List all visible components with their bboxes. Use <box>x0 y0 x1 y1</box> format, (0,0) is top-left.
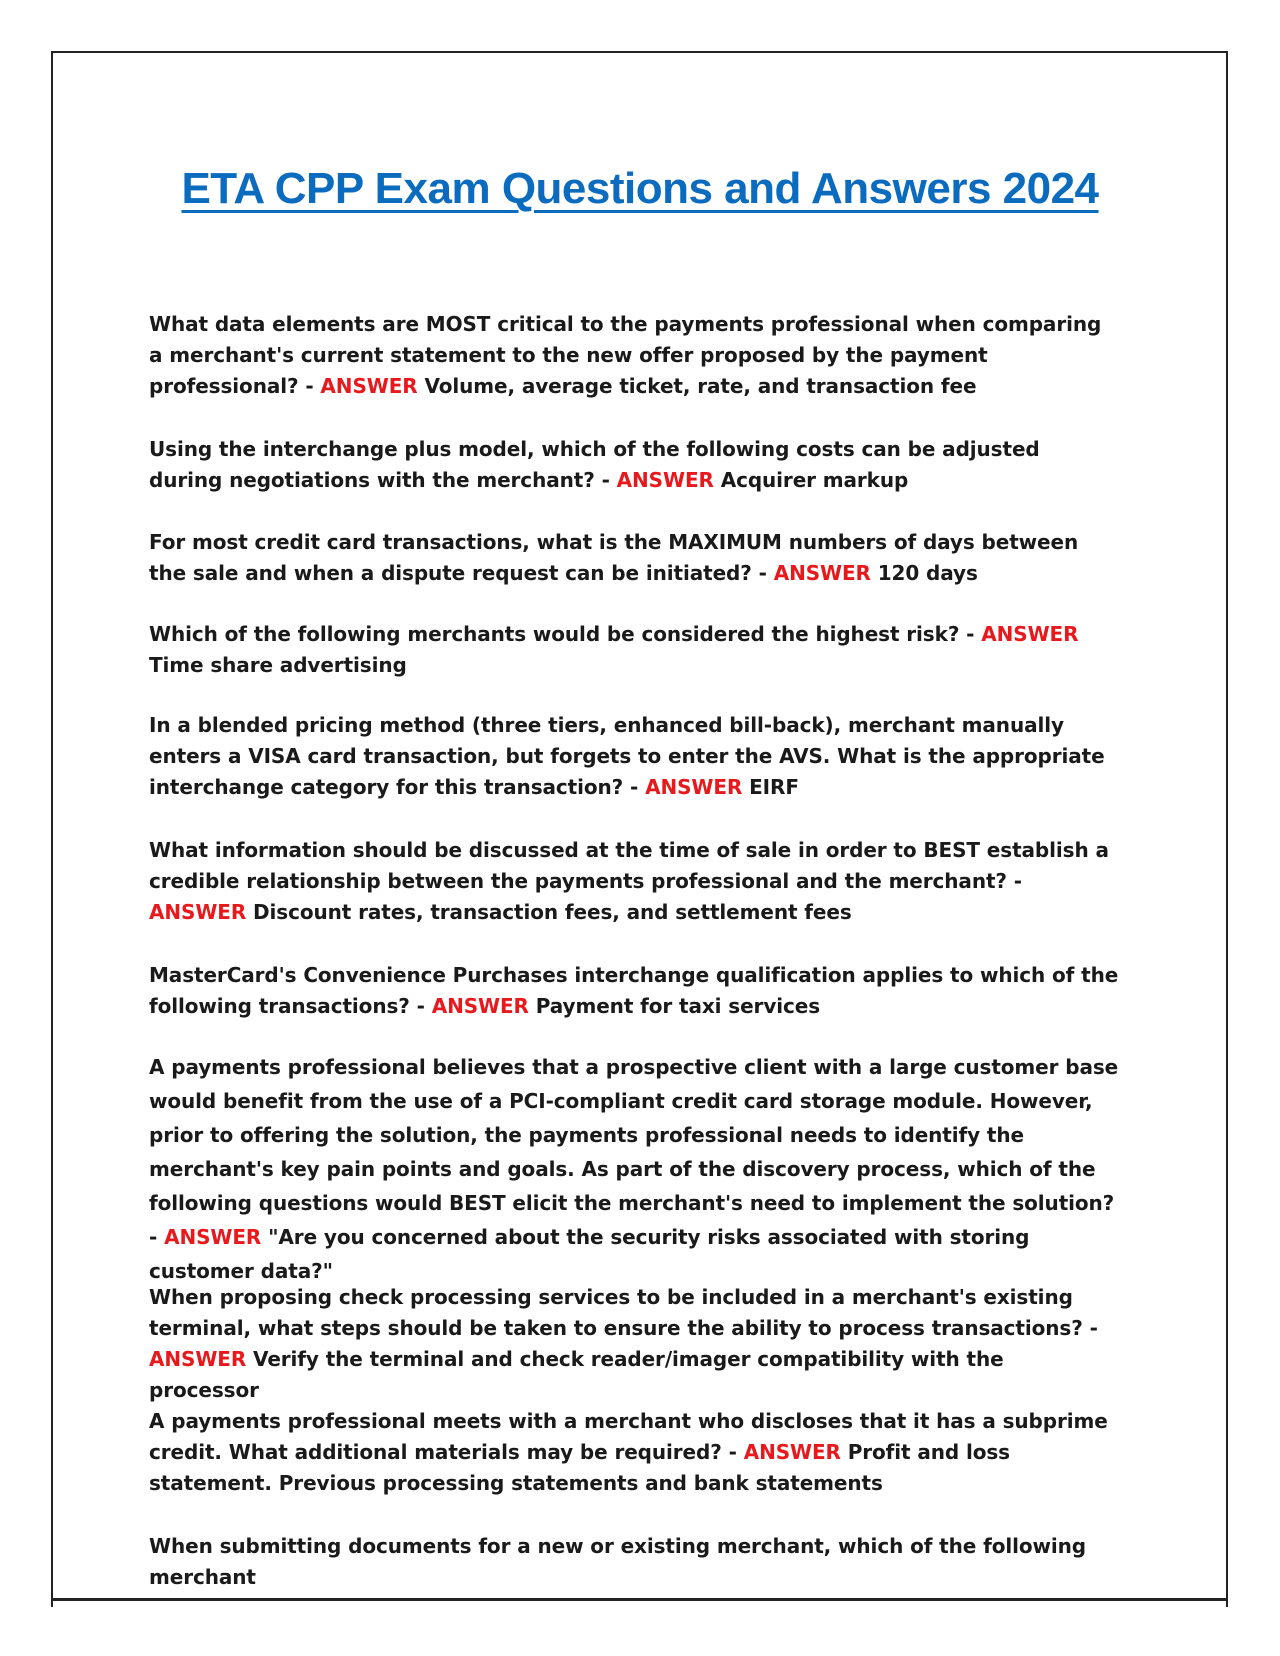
answer-label: ANSWER <box>773 561 871 585</box>
page-border-tick-right <box>1226 1601 1228 1607</box>
qa-item-2 <box>149 434 1119 496</box>
answer-text: EIRF <box>749 775 799 799</box>
page-border-tick-left <box>51 1601 53 1607</box>
qa-item-1 <box>149 309 1119 402</box>
answer-text: Acquirer markup <box>720 468 909 492</box>
answer-label: ANSWER <box>645 775 743 799</box>
question-text: For most credit card transactions, what is the MAXIMUM numbers of days between the sale and when a dispute request can be initiated? - <box>149 530 1079 585</box>
answer-label: ANSWER <box>981 622 1079 646</box>
question-text: When submitting documents for a new or existing merchant, which of the following merchant <box>149 1534 1086 1589</box>
question-text: What information should be discussed at the time of sale in order to BEST establish a credible relationship between the payments professional and the merchant? - <box>149 838 1109 893</box>
answer-text: Discount rates, transaction fees, and settlement fees <box>253 900 852 924</box>
question-text: Using the interchange plus model, which of the following costs can be adjusted during negotiations with the merchant? - <box>149 437 1040 492</box>
qa-item-8 <box>149 1050 1119 1288</box>
answer-label: ANSWER <box>320 374 418 398</box>
question-text: In a blended pricing method (three tiers, enhanced bill-back), merchant manually enters a VISA card transaction, but forgets to enter the AVS. What is the appropriate interchange category for this transaction? - <box>149 713 1105 799</box>
answer-text: Payment for taxi services <box>535 994 821 1018</box>
question-text: What data elements are MOST critical to the payments professional when comparing a merchant's current statement to the new offer proposed by the payment professional? - <box>149 312 1102 398</box>
answer-text: Verify the terminal and check reader/imager compatibility with the processor <box>149 1347 1004 1402</box>
answer-label: ANSWER <box>616 468 714 492</box>
answer-label: ANSWER <box>743 1440 841 1464</box>
document-title: ETA CPP Exam Questions and Answers 2024 <box>181 164 1099 213</box>
question-text: When proposing check processing services to be included in a merchant's existing terminal, what steps should be taken to ensure the ability to process transactions? - <box>149 1285 1098 1340</box>
answer-text: Volume, average ticket, rate, and transaction fee <box>424 374 977 398</box>
answer-label: ANSWER <box>164 1225 262 1249</box>
answer-text: "Are you concerned about the security risks associated with storing customer data?" <box>149 1225 1030 1283</box>
qa-item-3 <box>149 527 1119 589</box>
answer-label: ANSWER <box>149 900 247 924</box>
qa-item-4 <box>149 619 1119 681</box>
question-text: A payments professional believes that a prospective client with a large customer base would benefit from the use of a PCI-compliant credit card storage module. However, prior to offering the solution, the payments professional needs to identify the merchant's key pain points and goals. As part of the discovery process, which of the following questions would BEST elicit the merchant's need to implement the solution? - <box>149 1055 1119 1249</box>
answer-label: ANSWER <box>149 1347 247 1371</box>
answer-label: ANSWER <box>431 994 529 1018</box>
question-text: A payments professional meets with a merchant who discloses that it has a subprime credit. What additional materials may be required? - <box>149 1409 1108 1464</box>
qa-item-6 <box>149 835 1119 928</box>
answer-text: Time share advertising <box>149 653 407 677</box>
qa-item-9 <box>149 1282 1119 1406</box>
answer-text: 120 days <box>877 561 978 585</box>
question-text: Which of the following merchants would be considered the highest risk? - <box>149 622 975 646</box>
qa-item-11 <box>149 1531 1119 1593</box>
qa-item-10 <box>149 1406 1119 1499</box>
qa-item-5 <box>149 710 1119 803</box>
answer-text: Profit and loss statement. Previous processing statements and bank statements <box>149 1440 1010 1495</box>
question-text: MasterCard's Convenience Purchases interchange qualification applies to which of the following transactions? - <box>149 963 1119 1018</box>
qa-item-7 <box>149 960 1119 1022</box>
